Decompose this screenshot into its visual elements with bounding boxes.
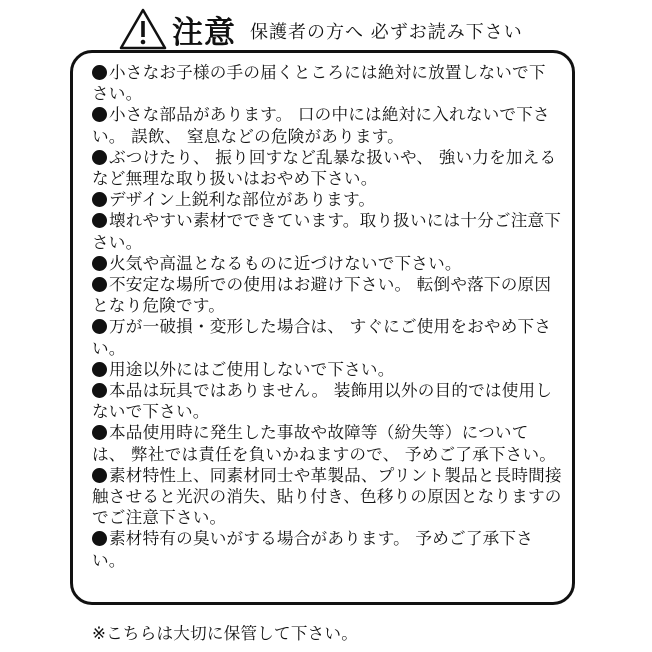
notice-item: 火気や高温となるものに近づけないで下さい。 [92, 253, 562, 274]
bullet-icon [92, 213, 107, 228]
bullet-icon [92, 192, 107, 207]
bullet-icon [92, 150, 107, 165]
notice-item: 素材特性上、同素材同士や革製品、プリント製品と長時間接触させると光沢の消失、貼り付き、色移りの原因となりますのでご注意下さい。 [92, 465, 562, 528]
notice-item: 本品使用時に発生した事故や故障等（紛失等）については、 弊社では責任を負いかねますので、 予めご了承下さい。 [92, 423, 557, 464]
header [118, 6, 523, 52]
page-title: 注意 [172, 14, 236, 51]
bullet-icon [92, 531, 107, 546]
page-subtitle: 保護者の方へ 必ずお読み下さい [250, 22, 523, 43]
notice-list [92, 62, 562, 571]
bullet-icon [92, 383, 107, 398]
notice-item: 万が一破損・変形した場合は、 すぐにご使用をおやめ下さい。 [92, 317, 552, 358]
notice-item: 壊れやすい素材でできています。取り扱いには十分ご注意下さい。 [92, 211, 562, 252]
notice-item: デザイン上鋭利な部位があります。 [92, 189, 562, 210]
notice-item: 小さな部品があります。 口の中には絶対に入れないで下さい。 誤飲、 窒息などの危険があります。 [92, 105, 550, 146]
notice-item: 小さなお子様の手の届くところには絶対に放置しないで下さい。 [92, 63, 546, 104]
bullet-icon [92, 65, 107, 80]
bullet-icon [92, 468, 107, 483]
bullet-icon [92, 256, 107, 271]
notice-item: 素材特有の臭いがする場合があります。 予めご了承下さい。 [92, 529, 533, 570]
notice-item: 用途以外にはご使用しないで下さい。 [92, 359, 562, 380]
notice-item: 本品は玩具ではありません。 装飾用以外の目的では使用しないで下さい。 [92, 381, 553, 422]
bullet-icon [92, 319, 107, 334]
notice-item: ぶつけたり、 振り回すなど乱暴な扱いや、 強い力を加えるなど無理な取り扱いはおやめ下さい。 [92, 147, 557, 189]
bullet-icon [92, 107, 107, 122]
footnote: ※こちらは大切に保管して下さい。 [92, 624, 359, 643]
bullet-icon [92, 277, 107, 292]
bullet-icon [92, 425, 107, 440]
warning-icon [118, 7, 168, 51]
notice-item: 不安定な場所での使用はお避け下さい。 転倒や落下の原因となり危険です。 [92, 275, 552, 316]
bullet-icon [92, 362, 107, 377]
